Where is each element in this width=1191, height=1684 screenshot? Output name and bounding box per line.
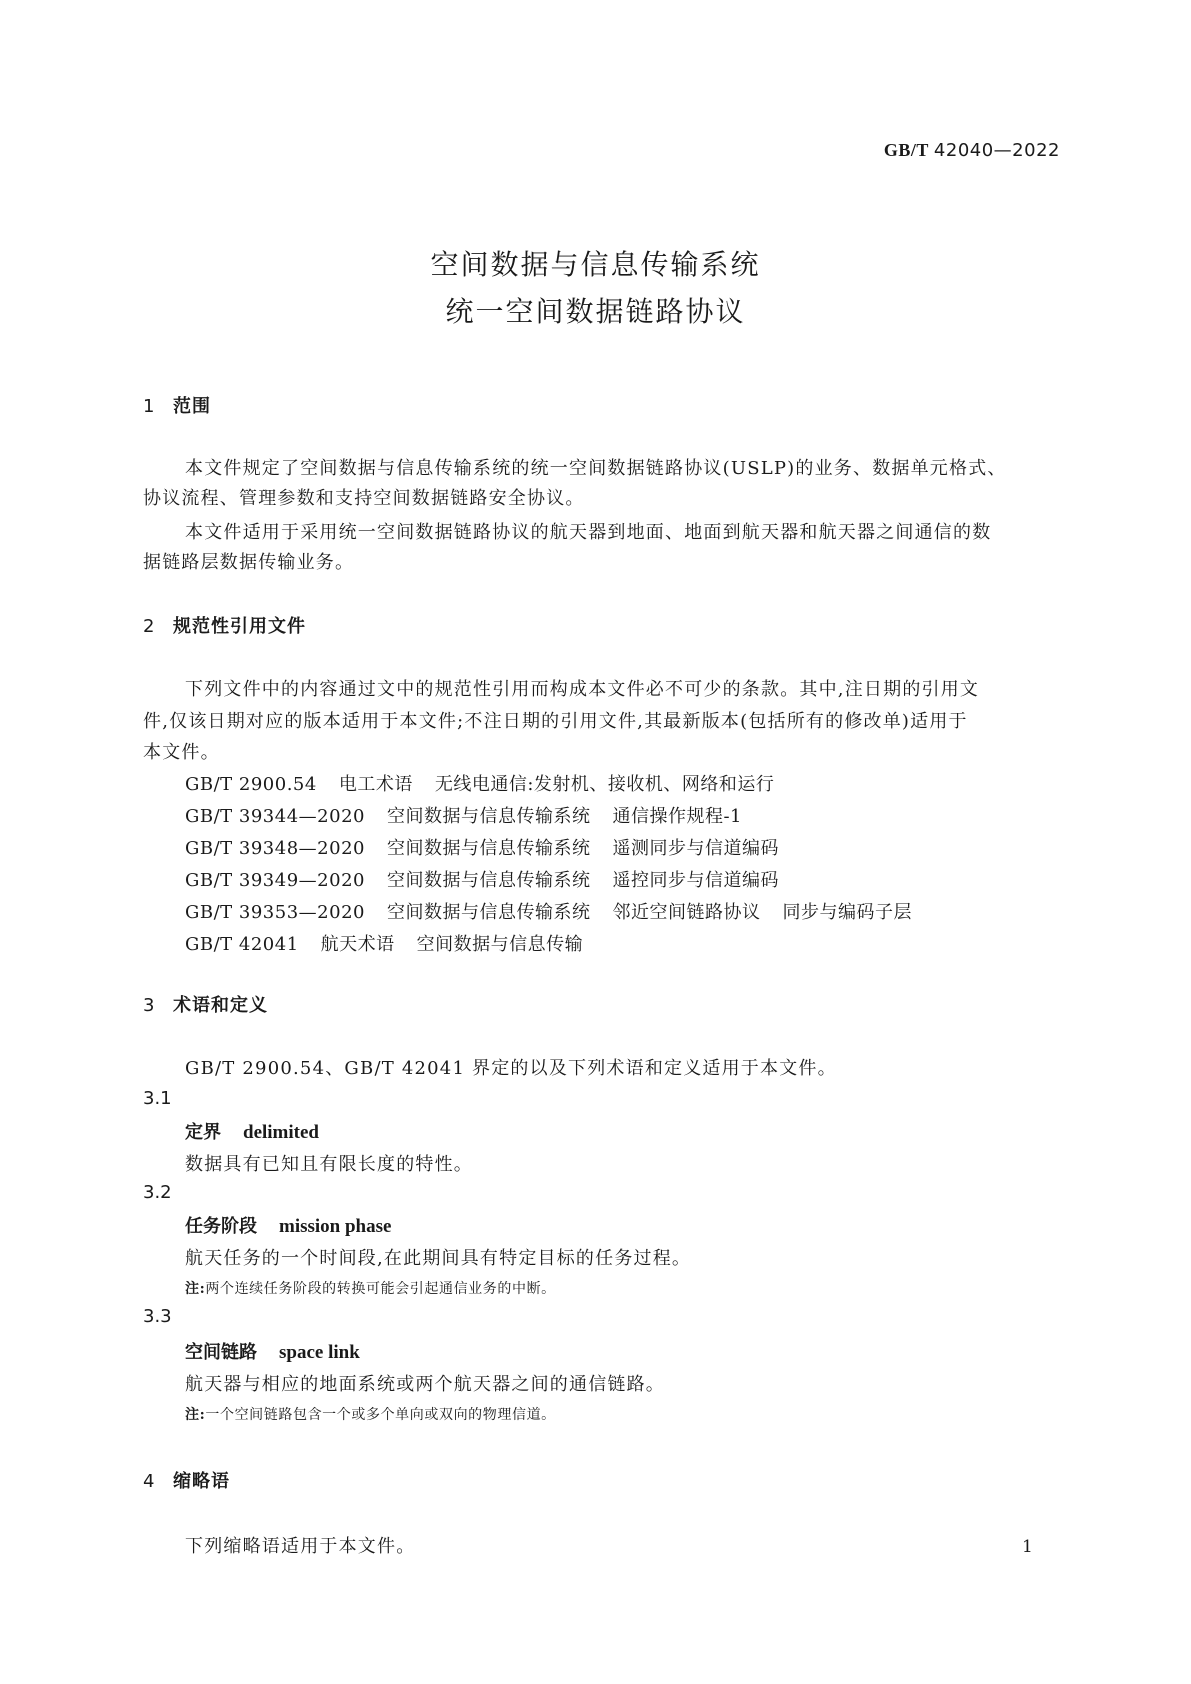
term-entry [185, 1212, 391, 1238]
reference-title-part: 空间数据与信息传输 [416, 934, 584, 955]
reference-code: GB/T 39353—2020 [185, 902, 365, 923]
paragraph-line: 下列缩略语适用于本文件。 [185, 1536, 416, 1557]
reference-item [185, 930, 605, 956]
term-en: delimited [243, 1122, 319, 1143]
reference-title-part: 航天术语 [320, 934, 395, 955]
term-definition: 数据具有已知且有限长度的特性。 [185, 1154, 473, 1175]
term-note [185, 1404, 556, 1424]
reference-title-part: 空间数据与信息传输系统 [386, 902, 591, 923]
standard-code-prefix: GB/T [883, 140, 929, 160]
term-zh: 空间链路 [185, 1342, 257, 1363]
term-definition: 航天任务的一个时间段,在此期间具有特定目标的任务过程。 [185, 1248, 692, 1269]
clause-number: 3.2 [143, 1182, 172, 1203]
section-2-heading [143, 612, 306, 638]
paragraph-line: 本文件适用于采用统一空间数据链路协议的航天器到地面、地面到航天器和航天器之间通信的数 [185, 522, 992, 543]
paragraph-line: 协议流程、管理参数和支持空间数据链路安全协议。 [143, 488, 585, 509]
reference-code: GB/T 42041 [185, 934, 299, 955]
document-title-line-1: 空间数据与信息传输系统 [430, 248, 761, 281]
reference-title-part: 空间数据与信息传输系统 [386, 838, 591, 859]
section-number: 1 [143, 396, 156, 417]
section-1-heading [143, 392, 211, 418]
reference-code: GB/T 39344—2020 [185, 806, 365, 827]
section-number: 4 [143, 1471, 156, 1492]
section-number: 3 [143, 995, 156, 1016]
reference-title-part: 通信操作规程-1 [612, 806, 743, 827]
document-title-line-2: 统一空间数据链路协议 [445, 295, 746, 328]
note-label: 注: [185, 1281, 206, 1297]
reference-item [185, 898, 934, 924]
reference-title-part: 无线电通信:发射机、接收机、网络和运行 [434, 774, 775, 795]
reference-title-part: 遥测同步与信道编码 [612, 838, 779, 859]
reference-title-part: 电工术语 [338, 774, 413, 795]
note-label: 注: [185, 1407, 206, 1423]
section-4-heading [143, 1467, 230, 1493]
term-entry [185, 1118, 319, 1144]
section-title: 规范性引用文件 [173, 616, 306, 637]
term-en: space link [279, 1342, 360, 1363]
note-text: 两个连续任务阶段的转换可能会引起通信业务的中断。 [205, 1281, 556, 1297]
standard-code-number: 42040—2022 [933, 140, 1060, 161]
clause-number: 3.1 [143, 1088, 172, 1109]
term-definition: 航天器与相应的地面系统或两个航天器之间的通信链路。 [185, 1374, 665, 1395]
reference-code: GB/T 2900.54 [185, 774, 317, 795]
paragraph-line: 件,仅该日期对应的版本适用于本文件;不注日期的引用文件,其最新版本(包括所有的修改单)适用于 [143, 711, 968, 732]
section-3-heading [143, 991, 268, 1017]
reference-title-part: 邻近空间链路协议 [612, 902, 761, 923]
paragraph-line: 下列文件中的内容通过文中的规范性引用而构成本文件必不可少的条款。其中,注日期的引用文 [185, 679, 980, 700]
reference-title-part: 空间数据与信息传输系统 [386, 806, 591, 827]
reference-title-part: 遥控同步与信道编码 [612, 870, 779, 891]
section-title: 术语和定义 [173, 995, 268, 1016]
paragraph-line: GB/T 2900.54、GB/T 42041 界定的以及下列术语和定义适用于本文件。 [185, 1058, 837, 1079]
standard-code [884, 140, 1060, 161]
note-text: 一个空间链路包含一个或多个单向或双向的物理信道。 [205, 1407, 556, 1423]
section-number: 2 [143, 616, 156, 637]
reference-title-part: 空间数据与信息传输系统 [386, 870, 591, 891]
paragraph-line: 本文件。 [143, 742, 220, 763]
reference-title-part: 同步与编码子层 [782, 902, 912, 923]
paragraph-line: 本文件规定了空间数据与信息传输系统的统一空间数据链路协议(USLP)的业务、数据单元格式、 [185, 458, 1007, 479]
paragraph-line: 据链路层数据传输业务。 [143, 552, 355, 573]
reference-item [185, 834, 801, 860]
reference-code: GB/T 39348—2020 [185, 838, 365, 859]
term-zh: 任务阶段 [185, 1216, 257, 1237]
section-title: 范围 [173, 396, 211, 417]
page-number: 1 [1022, 1537, 1033, 1557]
reference-item [185, 770, 796, 796]
section-title: 缩略语 [173, 1471, 230, 1492]
term-entry [185, 1338, 360, 1364]
clause-number: 3.3 [143, 1306, 172, 1327]
reference-item [185, 866, 801, 892]
term-zh: 定界 [185, 1122, 221, 1143]
reference-item [185, 802, 764, 828]
term-note [185, 1278, 556, 1298]
term-en: mission phase [279, 1216, 392, 1237]
reference-code: GB/T 39349—2020 [185, 870, 365, 891]
